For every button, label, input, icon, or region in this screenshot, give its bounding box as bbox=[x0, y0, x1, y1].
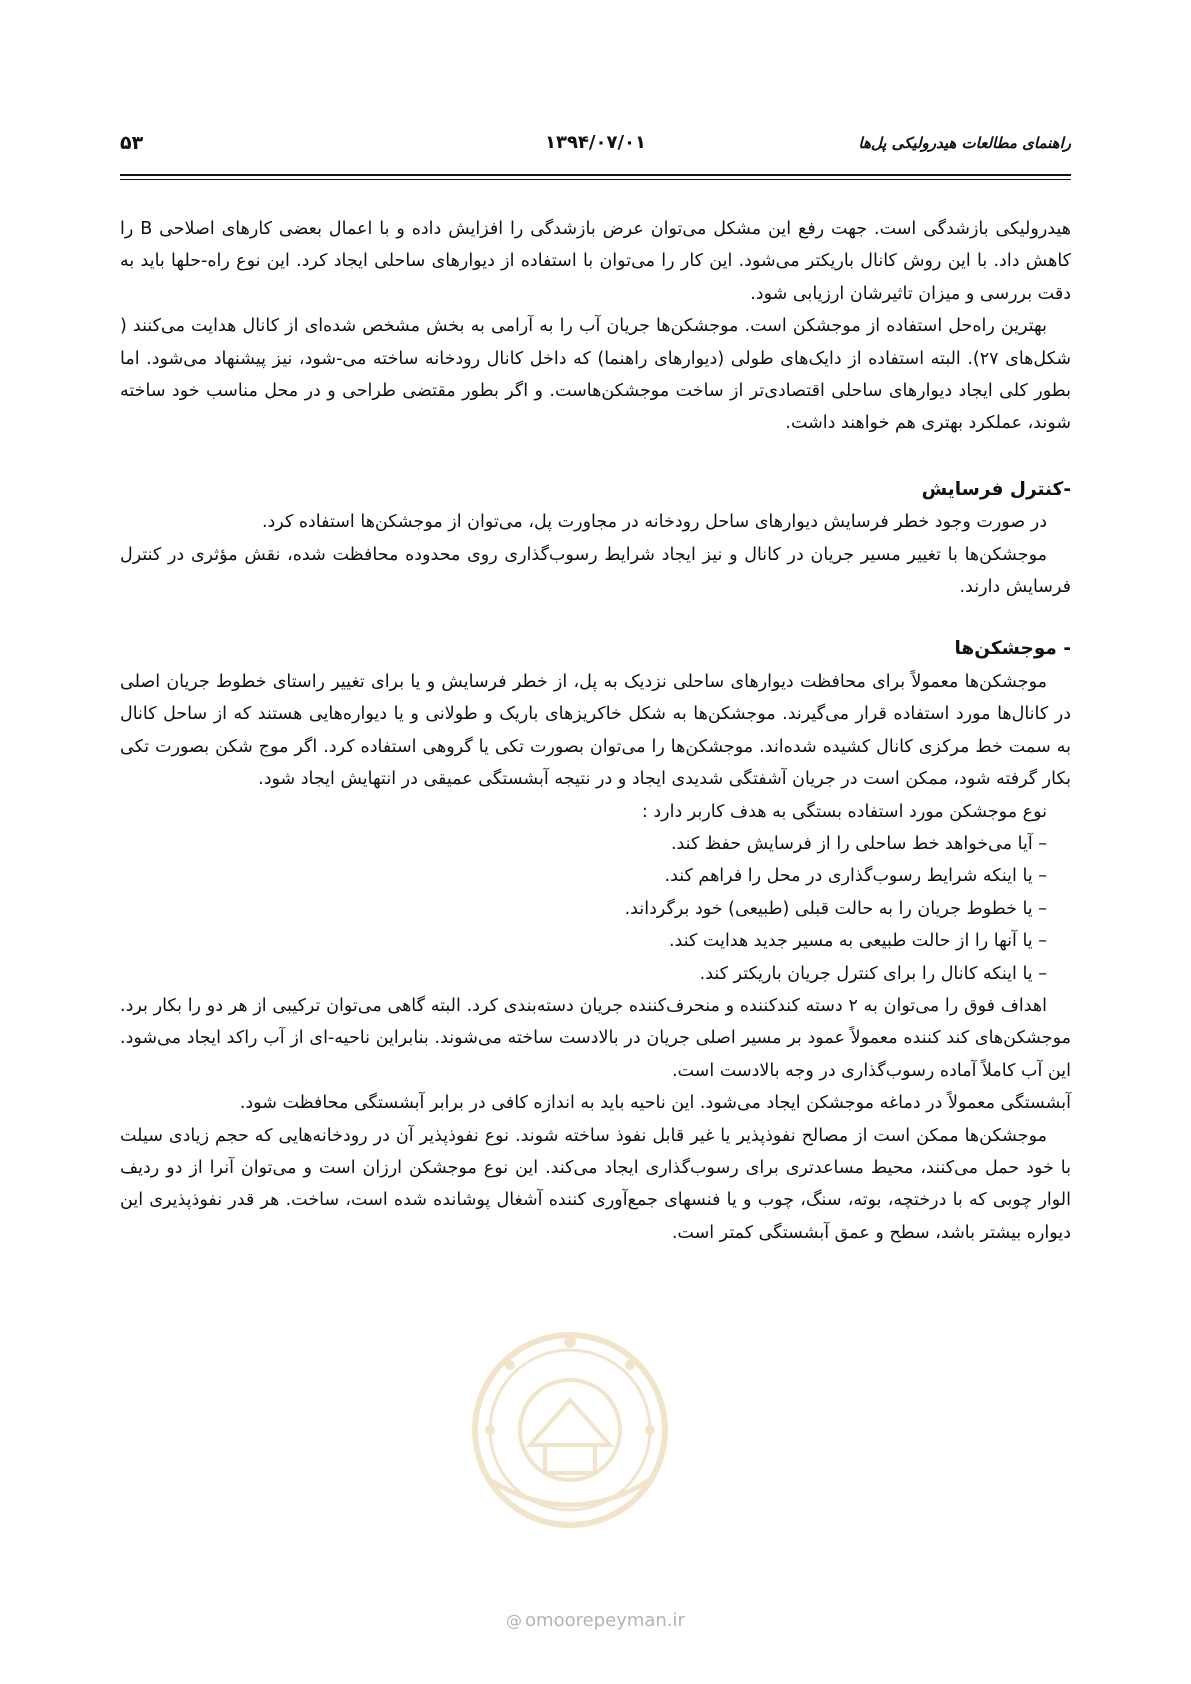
list-item: – یا اینکه شرایط رسوب‌گذاری در محل را فراهم کند. bbox=[664, 866, 1047, 887]
list-intro: نوع موجشکن مورد استفاده بستگی به هدف کاربر دارد : bbox=[641, 801, 1047, 822]
watermark-text: omoorepeyman.ir bbox=[525, 1610, 685, 1631]
section-heading-breakwaters: - موجشکن‌ها bbox=[954, 638, 1071, 660]
document-title: راهنمای مطالعات هیدرولیکی پل‌ها bbox=[858, 134, 1071, 152]
header-rule-thick bbox=[120, 174, 1071, 176]
page-body bbox=[120, 213, 1071, 1249]
breakwaters-paragraph-3: آبشستگی معمولاً در دماغه موجشکن ایجاد می‌شود. این ناحیه باید به اندازه کافی در برابر آبشستگی محافظت شود. bbox=[239, 1093, 1071, 1114]
page-header bbox=[120, 128, 1071, 164]
erosion-paragraph-2: موجشکن‌ها با تغییر مسیر جریان در کانال و نیز ایجاد شرایط رسوب‌گذاری روی محدوده محافظت شده، نقش مؤثری در کنترل فرسایش دارند. bbox=[120, 544, 1071, 598]
erosion-paragraph-1: در صورت وجود خطر فرسایش دیوارهای ساحل رودخانه در مجاورت پل، می‌توان از موجشکن‌ها استفاده کرد. bbox=[261, 512, 1047, 533]
website-watermark bbox=[0, 1610, 1191, 1631]
breakwaters-paragraph-4: موجشکن‌ها ممکن است از مصالح نفوذپذیر یا غیر قابل نفوذ ساخته شوند. نوع نفوذپذیر آن در رودخانه‌هایی که حجم زیادی سیلت با خود حمل می‌کنند، محیط مساعدتری برای رسوب‌گذاری ایجاد می‌کند. این نوع موجشکن ارزان است و می‌توان آنرا از دو ردیف الوار چوبی که با درختچه، بوته، سنگ، چوب و یا فنسهای جمع‌آوری کننده آشغال پوشانده شده است، ساخت. هر قدر نفوذپذیری این دیواره بیشتر باشد، سطح و عمق آبشستگی کمتر است. bbox=[120, 1125, 1071, 1243]
breakwaters-paragraph-2: اهداف فوق را می‌توان به ۲ دسته کندکننده و منحرف‌کننده جریان دسته‌بندی کرد. البته گاهی می‌توان ترکیبی از هر دو را بکار برد. موجشکن‌های کند کننده معمولاً عمود بر مسیر اصلی جریان در بالادست ساخته می‌شوند. بنابراین ناحیه-ای از آب راکد ایجاد می‌شود. این آب کاملاً آماده رسوب‌گذاری در وجه بالادست است. bbox=[120, 995, 1071, 1081]
list-item: – یا آنها را از حالت طبیعی به مسیر جدید هدایت کند. bbox=[668, 931, 1047, 952]
header-rule-thin bbox=[120, 179, 1071, 180]
at-icon: @ bbox=[506, 1611, 523, 1630]
seal-watermark-icon bbox=[470, 1330, 670, 1530]
section-heading-erosion: -کنترل فرسایش bbox=[921, 478, 1071, 500]
intro-paragraph-1: هیدرولیکی بازشدگی است. جهت رفع این مشکل می‌توان عرض بازشدگی را افزایش داده و با اعمال بعضی کارهای اصلاحی B را کاهش داد. با این روش کانال باریکتر می‌شود. این کار را می‌توان با استفاده از دیوارهای ساحلی ایجاد کرد. این نوع راه-حلها باید به دقت بررسی و میزان تاثیرشان ارزیابی شود. bbox=[120, 219, 1071, 304]
purpose-list bbox=[120, 828, 1071, 990]
list-item: – آیا می‌خواهد خط ساحلی را از فرسایش حفظ کند. bbox=[670, 833, 1047, 854]
intro-paragraph-2: بهترین راه‌حل استفاده از موجشکن است. موجشکن‌ها جریان آب را به آرامی به بخش مشخص شده‌ای از کانال هدایت می‌کنند ( شکل‌های ۲۷). البته استفاده از دایک‌های طولی (دیوارهای راهنما) که داخل کانال رودخانه ساخته می-شود، نیز پیشنهاد می‌شود. اما بطور کلی ایجاد دیوارهای ساحلی اقتصادی‌تر از ساخت موجشکن‌هاست. و اگر بطور مقتضی طراحی و در محل مناسب خود ساخته شوند، عملکرد بهتری هم خواهند داشت. bbox=[120, 316, 1071, 434]
document-date: ۱۳۹۴/۰۷/۰۱ bbox=[544, 132, 647, 153]
spacer bbox=[120, 440, 1071, 474]
list-item: – یا اینکه کانال را برای کنترل جریان باریکتر کند. bbox=[699, 963, 1047, 984]
page-number: ۵۳ bbox=[120, 132, 144, 154]
list-item: – یا خطوط جریان را به حالت قبلی (طبیعی) خود برگرداند. bbox=[624, 898, 1047, 919]
breakwaters-paragraph-1: موجشکن‌ها معمولاً برای محافظت دیوارهای ساحلی نزدیک به پل، از خطر فرسایش و یا برای تغییر راستای خطوط جریان اصلی در کانال‌ها مورد استفاده قرار می‌گیرند. موجشکن‌ها به شکل خاکریزهای باریک و طولانی و یا دیواره‌هایی هستند که از ساحل کانال به سمت خط مرکزی کانال کشیده شده‌اند. موجشکن‌ها را می‌توان بصورت تکی یا گروهی استفاده کرد. اگر موج شکن بصورت تکی بکار گرفته شود، ممکن است در جریان آشفتگی شدیدی ایجاد و در نتیجه آبشستگی عمیقی در انتهایش ایجاد شود. bbox=[120, 671, 1071, 790]
spacer bbox=[120, 603, 1071, 633]
